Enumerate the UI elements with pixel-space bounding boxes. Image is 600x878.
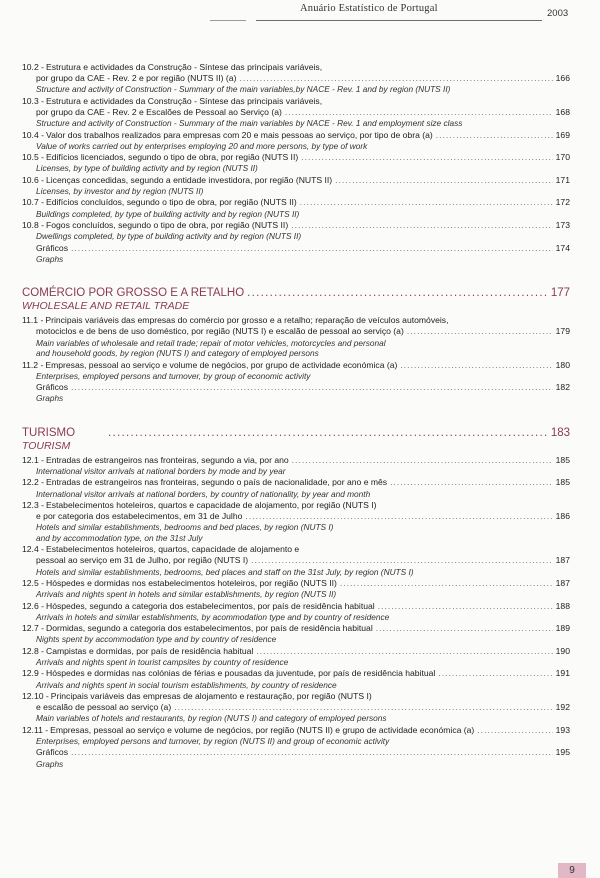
dot-leader xyxy=(256,646,552,657)
entry-text: Principais variáveis das empresas do comércio por grosso e a retalho; reparação de veículos automóveis, xyxy=(45,315,449,326)
dot-leader xyxy=(239,73,552,84)
page-ref: 173 xyxy=(555,220,570,231)
tourism-graphs-entry xyxy=(22,747,570,769)
dot-leader xyxy=(71,747,553,758)
construction-graphs-entry xyxy=(22,243,570,265)
graphs-label-en: Graphs xyxy=(36,253,64,264)
page-ref: 185 xyxy=(555,454,570,465)
header-rule xyxy=(256,20,542,21)
entry-english-caption: Structure and activity of Construction - Summary of the main variables by NACE - Rev. 1 and employment size class xyxy=(36,118,463,129)
tourism-entries xyxy=(22,455,570,747)
entry-number: 12.7 - xyxy=(22,623,44,634)
dot-leader xyxy=(71,382,553,393)
entry-text: Dormidas, segundo a categoria dos estabelecimentos, por país de residência habitual xyxy=(45,623,373,634)
toc-entry xyxy=(22,360,570,382)
page-ref: 189 xyxy=(555,623,570,634)
entry-text: Estabelecimentos hoteleiros, quartos, capacidade de alojamento e xyxy=(45,544,300,555)
toc-entry xyxy=(22,725,570,747)
graphs-label-en: Graphs xyxy=(36,393,64,404)
toc-entry xyxy=(22,578,570,600)
entry-number: 12.4 - xyxy=(22,544,44,555)
entry-number: 10.6 - xyxy=(22,174,44,185)
dot-leader xyxy=(340,578,553,589)
entry-english-caption: Buildings completed, by type of building activity and by region (NUTS II) xyxy=(36,208,300,219)
page-ref: 182 xyxy=(555,382,570,393)
entry-text: e escalão de pessoal ao serviço (a) xyxy=(36,702,172,713)
page-ref: 179 xyxy=(555,326,570,337)
toc-entry xyxy=(22,96,570,129)
entry-number: 12.1 - xyxy=(22,454,44,465)
section-page: 183 xyxy=(550,426,570,439)
page-ref: 168 xyxy=(555,107,570,118)
entry-text: Entradas de estrangeiros nas fronteiras, segundo a via, por ano xyxy=(45,454,289,465)
entry-english-caption: Hotels and similar establishments, bedrooms, bed places and staff on the 31st July, by region (NUTS I) xyxy=(36,566,414,577)
toc-entry xyxy=(22,623,570,645)
toc-entry xyxy=(22,691,570,724)
entry-text: Edifícios concluídos, segundo o tipo de obra, por região (NUTS II) xyxy=(45,197,297,208)
dot-leader xyxy=(477,725,552,736)
entry-text: por grupo da CAE - Rev. 2 e Escalões de Pessoal ao Serviço (a) xyxy=(36,107,282,118)
dot-leader xyxy=(390,477,553,488)
entry-english-caption: Enterprises, employed persons and turnover, by region (NUTS II) and group of economic activity xyxy=(36,736,390,747)
dot-leader xyxy=(251,555,553,566)
entry-english-caption: International visitor arrivals at national borders, by country of nationality, by year and month xyxy=(36,488,371,499)
graphs-label: Gráficos xyxy=(36,382,68,393)
toc-entry xyxy=(22,668,570,690)
entry-text: Hóspedes e dormidas nos estabelecimentos hoteleiros, por região (NUTS II) xyxy=(45,577,337,588)
entry-text: e por categoria dos estabelecimentos, em 31 de Julho xyxy=(36,511,243,522)
running-header-year: 2003 xyxy=(547,8,569,19)
page-ref: 187 xyxy=(555,577,570,588)
entry-english-caption: Main variables of hotels and restaurants, by region (NUTS I) and category of employed persons xyxy=(36,713,387,724)
entry-text: Empresas, pessoal ao serviço e volume de negócios, por região (NUTS II) e grupo de actividade económica (a) xyxy=(50,724,475,735)
dot-leader xyxy=(71,243,553,254)
toc-entry xyxy=(22,130,570,152)
page-ref: 195 xyxy=(555,747,570,758)
dot-leader xyxy=(407,326,553,337)
page-ref: 185 xyxy=(555,477,570,488)
entry-english-caption: Arrivals and nights spent in social tourism establishments, by country of residence xyxy=(36,679,337,690)
toc-entry xyxy=(22,601,570,623)
construction-entries xyxy=(22,62,570,242)
entry-english-caption: International visitor arrivals at national borders by mode and by year xyxy=(36,465,286,476)
page-ref: 192 xyxy=(555,702,570,713)
entry-text: por grupo da CAE - Rev. 2 e por região (NUTS II) (a) xyxy=(36,73,237,84)
entry-text: pessoal ao serviço em 31 de Julho, por região (NUTS I) xyxy=(36,555,249,566)
page-ref: 169 xyxy=(555,129,570,140)
entry-text: Campistas e dormidas, por país de residência habitual xyxy=(45,645,254,656)
dot-leader xyxy=(291,220,552,231)
entry-english-caption: Licenses, by investor and by region (NUTS II) xyxy=(36,186,204,197)
entry-english-caption: Licenses, by type of building activity and by region (NUTS II) xyxy=(36,163,258,174)
entry-text: Hóspedes e dormidas nas colónias de férias e pousadas da juventude, por país de residência habitual xyxy=(45,668,436,679)
header-stub-rule xyxy=(210,20,246,21)
entry-number: 12.6 - xyxy=(22,600,44,611)
entry-english-caption: Dwellings completed, by type of building activity and by region (NUTS II) xyxy=(36,231,302,242)
toc-entry xyxy=(22,62,570,95)
entry-number: 11.2 - xyxy=(22,359,44,370)
page-ref: 170 xyxy=(555,152,570,163)
page-ref: 172 xyxy=(555,197,570,208)
entry-text: Licenças concedidas, segundo a entidade investidora, por região (NUTS II) xyxy=(45,174,333,185)
section-title-en: WHOLESALE AND RETAIL TRADE xyxy=(22,300,190,313)
section-title: COMÉRCIO POR GROSSO E A RETALHO xyxy=(22,287,245,300)
entry-text: Valor dos trabalhos realizados para empresas com 20 e mais pessoas ao serviço, por tipo de obra (a) xyxy=(45,129,433,140)
dot-leader xyxy=(285,107,553,118)
entry-english-caption: Value of works carried out by enterprises employing 20 and more persons, by type of work xyxy=(36,140,368,151)
page-ref: 174 xyxy=(555,242,570,253)
page-ref: 191 xyxy=(555,668,570,679)
entry-text: Fogos concluídos, segundo o tipo de obra, por região (NUTS II) xyxy=(45,220,289,231)
entry-number: 12.10 - xyxy=(22,691,49,702)
graphs-label: Gráficos xyxy=(36,747,68,758)
section-heading-tourism xyxy=(22,426,570,440)
entry-number: 11.1 - xyxy=(22,315,44,326)
dot-leader xyxy=(378,601,553,612)
entry-text: Empresas, pessoal ao serviço e volume de negócios, por grupo de actividade económica (a) xyxy=(45,359,398,370)
dot-leader xyxy=(438,668,552,679)
entry-number: 12.9 - xyxy=(22,668,44,679)
dot-leader xyxy=(245,511,552,522)
toc-entry xyxy=(22,197,570,219)
section-page: 177 xyxy=(550,287,570,300)
page-ref: 188 xyxy=(555,600,570,611)
entry-number: 10.5 - xyxy=(22,152,44,163)
page-ref: 187 xyxy=(555,555,570,566)
entry-english-caption: Nights spent by accommodation type and by country of residence xyxy=(36,634,277,645)
entry-english-caption: Hotels and similar establishments, bedrooms and bed places, by region (NUTS I) xyxy=(36,522,334,533)
running-header-title: Anuário Estatístico de Portugal xyxy=(300,3,438,14)
entry-text: Hóspedes, segundo a categoria dos estabelecimentos, por país de residência habitual xyxy=(45,600,375,611)
page-ref: 180 xyxy=(555,359,570,370)
entry-text: Estabelecimentos hoteleiros, quartos e capacidade de alojamento, por região (NUTS I) xyxy=(45,499,377,510)
entry-number: 10.4 - xyxy=(22,129,44,140)
entry-text: Edifícios licenciados, segundo o tipo de obra, por região (NUTS II) xyxy=(45,152,299,163)
section-title: TURISMO xyxy=(22,426,76,439)
page-number: 9 xyxy=(558,863,586,878)
dot-leader xyxy=(301,152,552,163)
dot-leader xyxy=(108,426,548,440)
section-heading-wholesale xyxy=(22,286,570,300)
toc-entry xyxy=(22,646,570,668)
entry-text: motociclos e de bens de uso doméstico, por região (NUTS I) e escalão de pessoal ao serviço (a) xyxy=(36,326,404,337)
page-ref: 190 xyxy=(555,645,570,656)
dot-leader xyxy=(247,286,548,300)
dot-leader xyxy=(300,197,553,208)
toc-entry xyxy=(22,500,570,543)
entry-english-caption: Arrivals and nights spent in tourist campsites by country of residence xyxy=(36,657,289,667)
entry-number: 12.5 - xyxy=(22,577,44,588)
entry-text: Estrutura e actividades da Construção - Síntese das principais variáveis, xyxy=(45,62,323,72)
page-ref: 193 xyxy=(555,724,570,735)
entry-english-caption: Structure and activity of Construction - Summary of the main variables,by NACE - Rev. 1 and by region (NUTS II) xyxy=(36,84,451,95)
wholesale-graphs-entry xyxy=(22,382,570,404)
toc-entry xyxy=(22,315,570,358)
entry-english-caption: Arrivals in hotels and similar establishments, by acommodation type and by country of residence xyxy=(36,611,390,622)
entry-english-caption: and household goods, by region (NUTS I) and category of employed persons xyxy=(36,348,319,359)
toc-entry xyxy=(22,544,570,577)
entry-number: 10.8 - xyxy=(22,220,44,231)
toc-entry xyxy=(22,152,570,174)
entry-number: 12.8 - xyxy=(22,645,44,656)
entry-number: 10.2 - xyxy=(22,62,44,72)
toc-entry xyxy=(22,477,570,499)
toc-entry xyxy=(22,175,570,197)
section-title-en: TOURISM xyxy=(22,439,71,452)
entry-text: Principais variáveis das empresas de alojamento e restauração, por região (NUTS I) xyxy=(50,691,372,702)
entry-number: 12.3 - xyxy=(22,499,44,510)
entry-text: Estrutura e actividades da Construção - Síntese das principais variáveis, xyxy=(45,95,323,106)
page-ref: 171 xyxy=(555,174,570,185)
dot-leader xyxy=(436,130,553,141)
graphs-label-en: Graphs xyxy=(36,758,64,769)
entry-text: Entradas de estrangeiros nas fronteiras, segundo o país de nacionalidade, por ano e mês xyxy=(45,477,388,488)
toc-entry xyxy=(22,220,570,242)
entry-english-caption: and by accommodation type, on the 31st July xyxy=(36,532,203,543)
entry-english-caption: Main variables of wholesale and retail trade; repair of motor vehicles, motorcycles and personal xyxy=(36,337,386,348)
entry-number: 12.2 - xyxy=(22,477,44,488)
entry-english-caption: Arrivals and nights spent in hotels and similar establishments, by region (NUTS II) xyxy=(36,589,337,600)
dot-leader xyxy=(174,702,552,713)
dot-leader xyxy=(400,360,552,371)
entry-number: 10.7 - xyxy=(22,197,44,208)
dot-leader xyxy=(376,623,553,634)
graphs-label: Gráficos xyxy=(36,242,68,253)
dot-leader xyxy=(292,455,553,466)
page-ref: 166 xyxy=(555,73,570,84)
entry-english-caption: Enterprises, employed persons and turnover, by group of economic activity xyxy=(36,370,311,381)
entry-number: 12.11 - xyxy=(22,724,49,735)
dot-leader xyxy=(335,175,553,186)
wholesale-entries xyxy=(22,315,570,381)
table-of-contents xyxy=(22,62,570,770)
toc-entry xyxy=(22,455,570,477)
entry-number: 10.3 - xyxy=(22,95,44,106)
page-ref: 186 xyxy=(555,511,570,522)
